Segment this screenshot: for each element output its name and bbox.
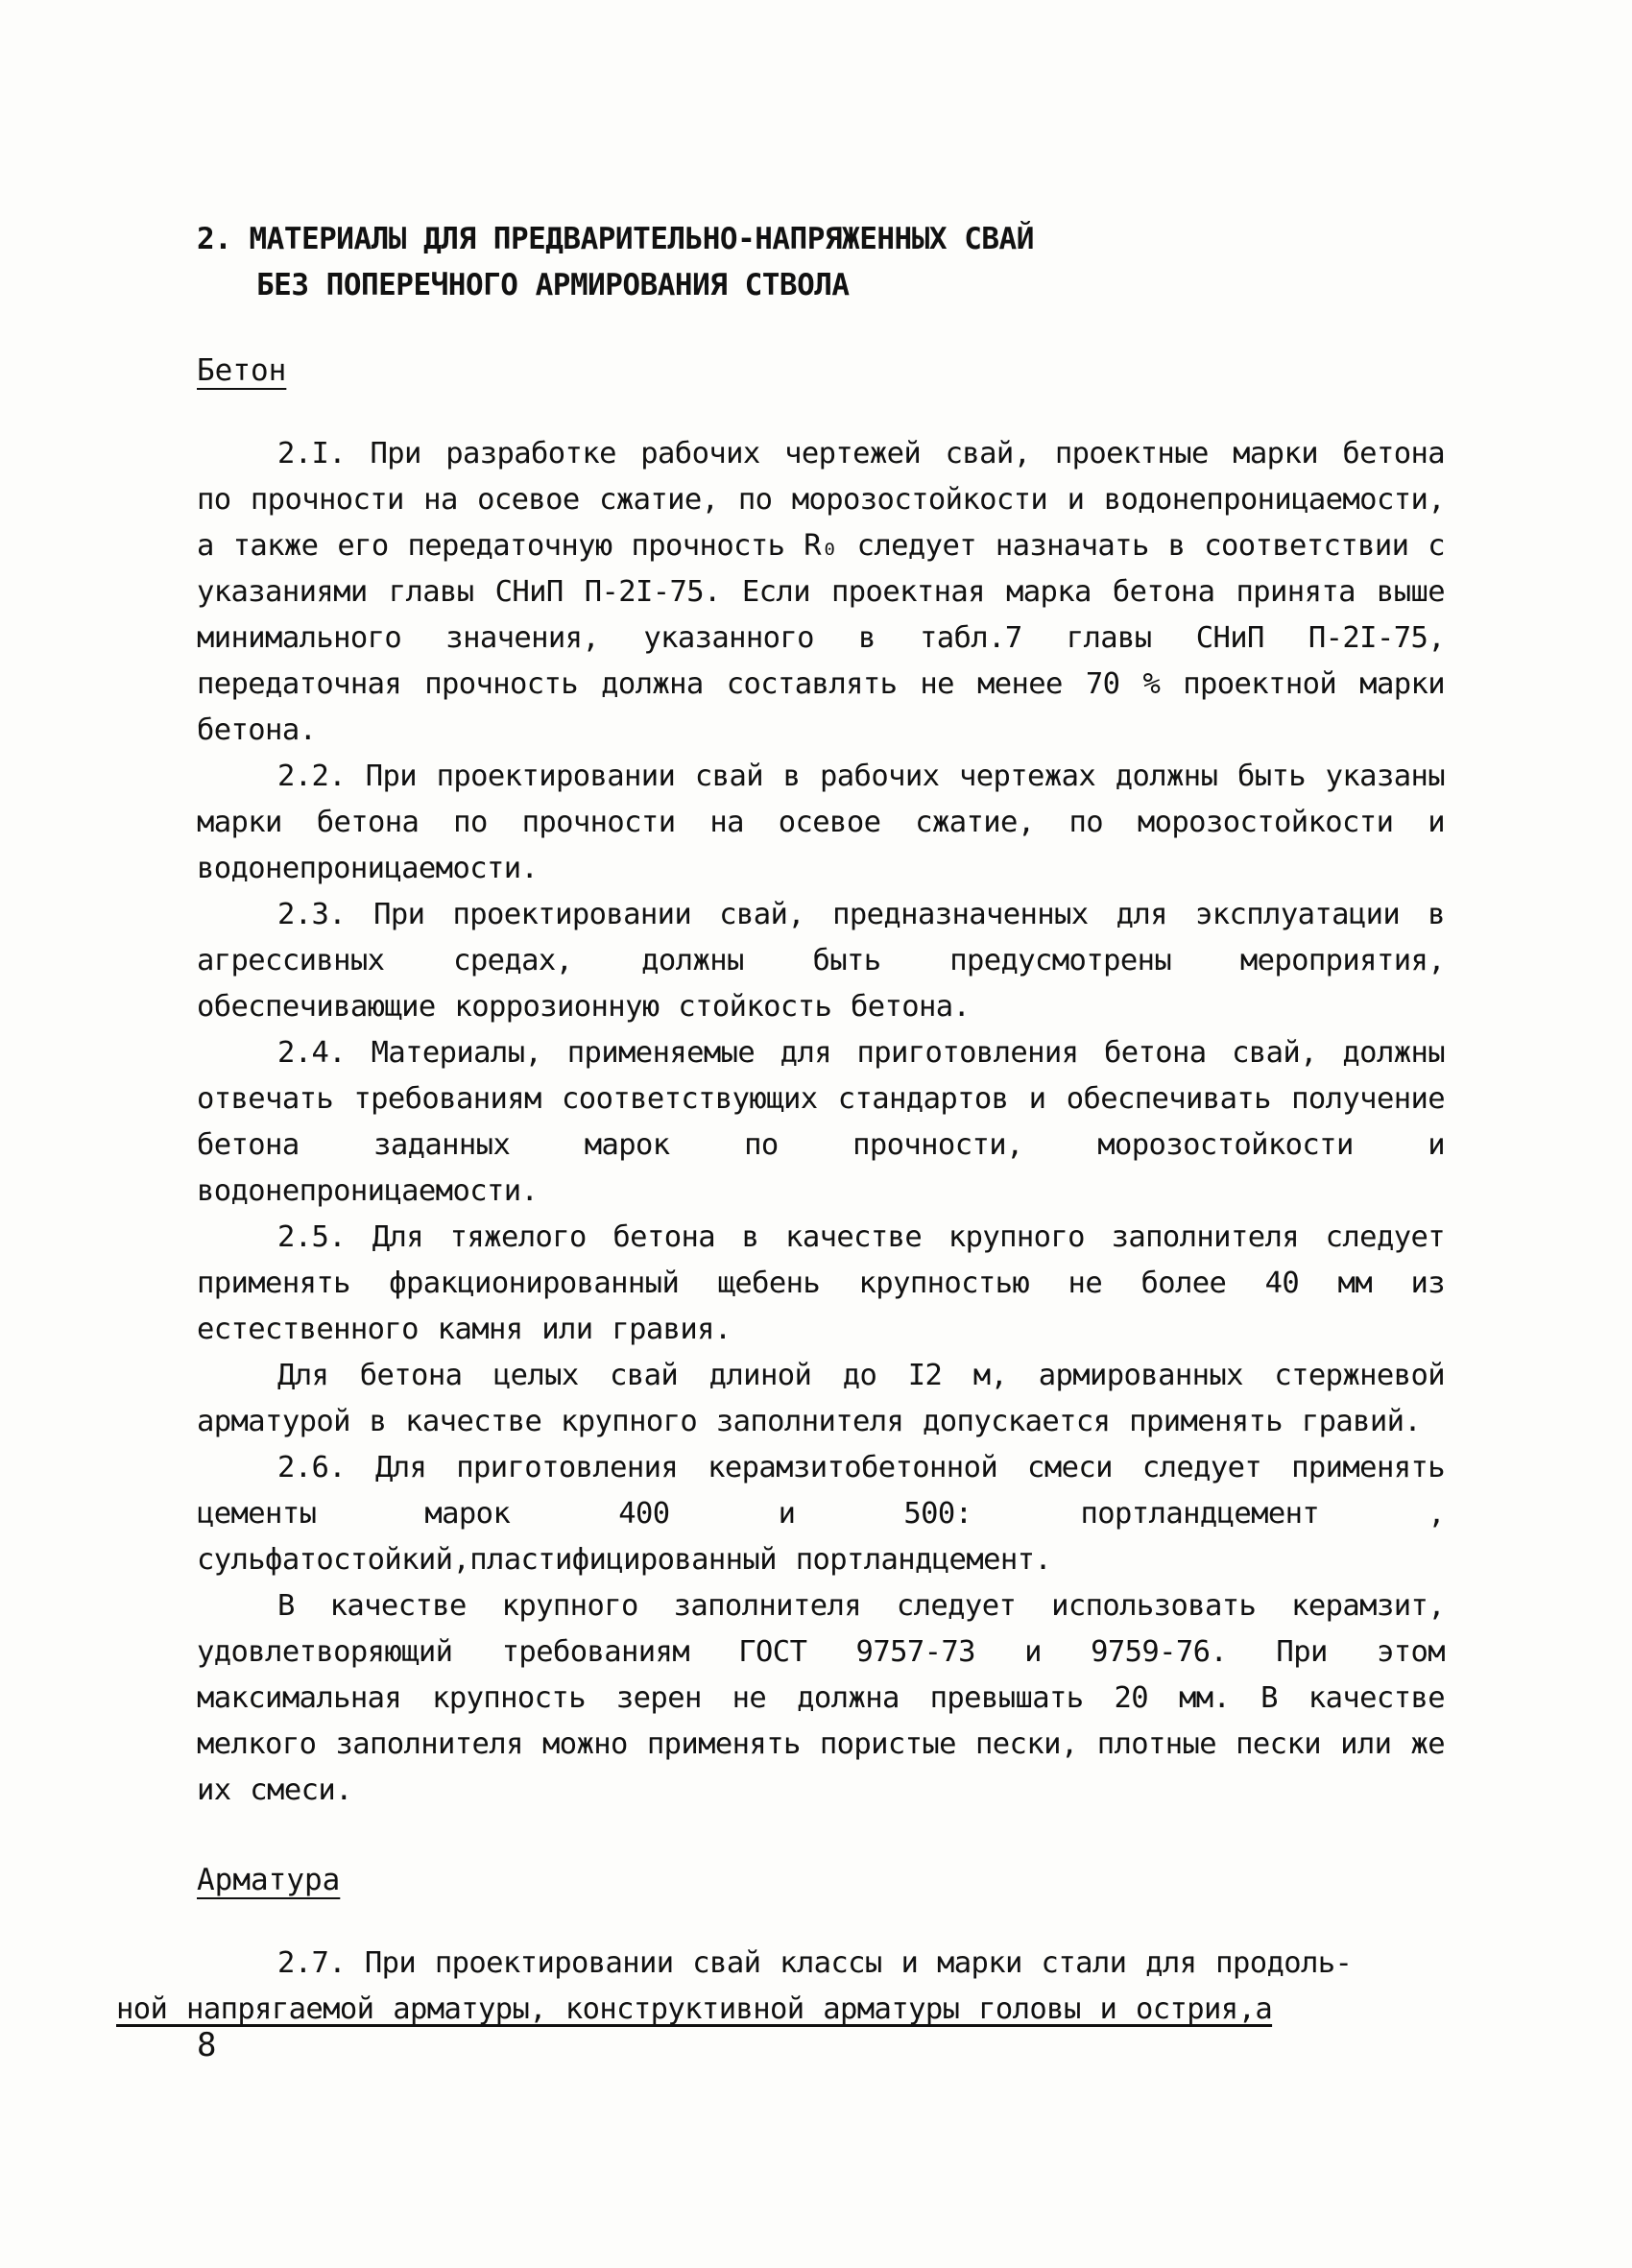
paragraph-2-6: 2.6. Для приготовления керамзитобетонной смеси следует применять цементы марок 400 и 500: портландцемент , сульфатостойкий,пластифицированный портландцемент. <box>197 1451 1445 1577</box>
paragraph-2-3: 2.3. При проектировании свай, предназначенных для эксплуатации в агрессивных средах, должны быть предусмотрены мероприятия, обеспечивающие коррозионную стойкость бетона. <box>197 898 1445 1024</box>
paragraph-2-5: 2.5. Для тяжелого бетона в качестве крупного заполнителя следует применять фракционированный щебень крупностью не более 40 мм из естественного камня или гравия. <box>197 1220 1445 1346</box>
paragraph-2-2: 2.2. При проектировании свай в рабочих чертежах должны быть указаны марки бетона по прочности на осевое сжатие, по морозостойкости и водонепроницаемости. <box>197 760 1445 885</box>
paragraph-2-5-gravel: Для бетона целых свай длиной до I2 м, армированных стержневой арматурой в качестве крупного заполнителя допускается применять гравий. <box>197 1359 1445 1438</box>
subsection-concrete-title: Бетон <box>197 353 287 388</box>
paragraph-2-4: 2.4. Материалы, применяемые для приготовления бетона свай, должны отвечать требованиям соответствующих стандартов и обеспечивать получение бетона заданных марок по прочности, морозостойкости и водонепроницаемости. <box>197 1036 1445 1208</box>
heading-line-2: БЕЗ ПОПЕРЕЧНОГО АРМИРОВАНИЯ СТВОЛА <box>256 268 850 302</box>
paragraph-2-6-aggregate: В качестве крупного заполнителя следует использовать керамзит, удовлетворяющий требованиям ГОСТ 9757-73 и 9759-76. При этом максимальная крупность зерен не должна превышать 20 мм. В качестве мелкого заполнителя можно применять пористые пески, плотные пески или же их смеси. <box>197 1589 1445 1807</box>
paragraph-2-7-underlined-line: ной напрягаемой арматуры, конструктивной арматуры головы и острия,а <box>116 1992 1273 2026</box>
paragraph-2-1: 2.I. При разработке рабочих чертежей свай, проектные марки бетона по прочности на осевое сжатие, по морозостойкости и водонепроницаемости, а также его передаточную прочность R₀ следует назначать в соответствии с указаниями главы СНиП П-2I-75. Если проектная марка бетона принята выше минимального значения, указанного в табл.7 главы СНиП П-2I-75, передаточная прочность должна составлять не менее 70 % проектной марки бетона. <box>197 437 1445 747</box>
heading-line-1: 2. МАТЕРИАЛЫ ДЛЯ ПРЕДВАРИТЕЛЬНО-НАПРЯЖЕННЫХ СВАЙ <box>197 222 1034 256</box>
page-number: 8 <box>197 2026 217 2064</box>
paragraph-2-7-text: 2.7. При проектировании свай классы и марки стали для продоль- <box>277 1946 1353 1980</box>
paragraph-2-7 <box>116 1941 1445 2033</box>
subsection-reinforcement-title: Арматура <box>197 1863 341 1897</box>
section-heading <box>197 216 1445 308</box>
page-content <box>116 216 1445 2033</box>
